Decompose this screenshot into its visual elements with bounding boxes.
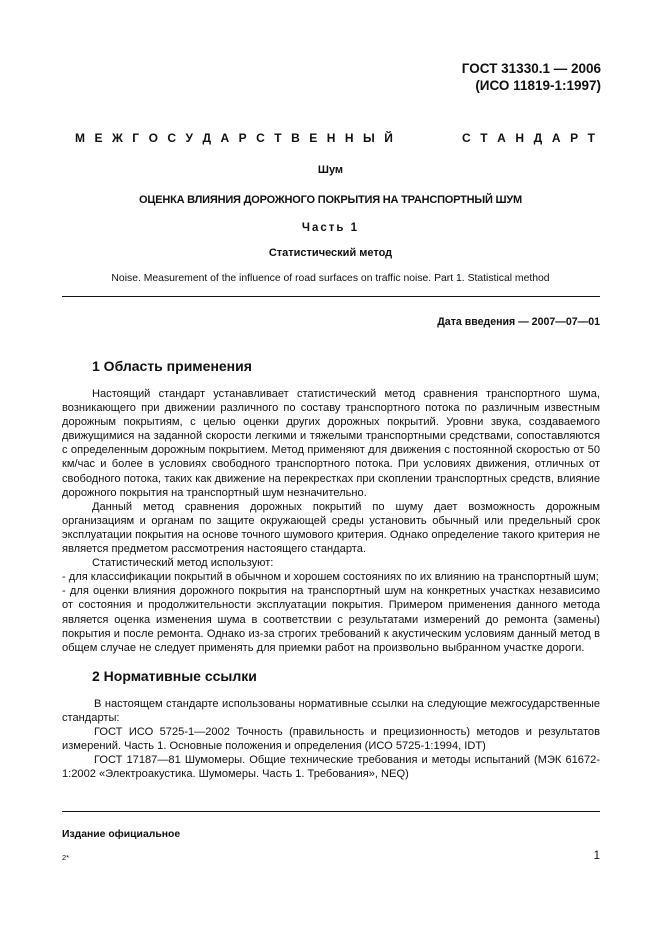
banner-letter: Д <box>202 131 212 145</box>
title-main: ОЦЕНКА ВЛИЯНИЯ ДОРОЖНОГО ПОКРЫТИЯ НА ТРАНСПОРТНЫЙ ШУМ <box>139 194 522 206</box>
section-1-paragraph: - для оценки влияния дорожного покрытия на транспортный шум на конкретных участках независимо от состояния и продолжительности эксплуатации покрытия. Примером применения данного метода является оценка изменения шума в соответствии с результатами измерений до ремонта (замены) покрытия и после ремонта. Однако из-за строгих требований к акустическим условиям данный метод в общем случае не следует применять для приемки работ на произвольно выбранном участке дороги. <box>62 585 600 654</box>
banner-letter: А <box>497 131 506 145</box>
section-1-paragraph: - для классификации покрытий в обычном и хорошем состояниях по их влиянию на транспортный шум; <box>62 571 599 584</box>
official-edition-label: Издание официальное <box>62 829 181 840</box>
banner-letter: Й <box>384 131 393 145</box>
banner-letter: Р <box>570 131 579 145</box>
banner-letter: А <box>551 131 561 145</box>
banner-letter: С <box>256 131 265 145</box>
title-topic: Шум <box>317 164 344 176</box>
banner-letter: Т <box>587 131 595 145</box>
section-1-paragraph: Настоящий стандарт устанавливает статистический метод сравнения транспортного шума, возникающего при движении различного по составу транспортного потока по различным известным дорожным покрытиям, с целью оценки других дорожных покрытий. Уровни звука, создаваемого движущимися на заданной скорости легкими и тяжелыми транспортными средствами, сопоставляются с определенным дорожным покрытием. Метод применяют для движения с постоянной скоростью от 50 км/час и более в условиях свободного транспортного потока. При условиях движения, отличных от свободного потока, таких как движение на перекрестках при скоплении транспортных средств, влияние дорожного покрытия на транспортный шум незначительно. <box>62 388 600 499</box>
banner-letter: Д <box>533 131 543 145</box>
section-2-paragraph: ГОСТ 17187—81 Шумомеры. Общие технические требования и методы испытаний (МЭК 61672-1:2002 «Электроакустика. Шумомеры. Часть 1. Требования», NEQ) <box>62 754 600 781</box>
section-1-body <box>62 387 600 655</box>
banner-letter: Ы <box>362 131 375 145</box>
banner-letter: В <box>291 131 300 145</box>
banner-letter: Р <box>238 131 247 145</box>
banner-letter: Ж <box>111 131 123 145</box>
banner-letter: Н <box>344 131 354 145</box>
document-code-line1: ГОСТ 31330.1 — 2006 <box>461 61 601 76</box>
page-number: 1 <box>593 850 600 862</box>
banner-letter: А <box>220 131 230 145</box>
banner-letter: Г <box>132 131 140 145</box>
title-divider <box>62 296 600 297</box>
section-1-paragraph: Статистический метод используют: <box>92 557 274 570</box>
section-1-heading: 1 Область применения <box>92 358 252 374</box>
banner-letter: У <box>185 131 193 145</box>
standard-word <box>462 131 595 145</box>
banner-letter: Е <box>309 131 318 145</box>
banner-letter: М <box>75 131 85 145</box>
section-2-heading: 2 Нормативные ссылки <box>92 668 257 684</box>
banner-letter: С <box>167 131 177 145</box>
title-english: Noise. Measurement of the influence of road surfaces on traffic noise. Part 1. Statistical method <box>111 273 550 284</box>
section-2-paragraph: В настоящем стандарте использованы нормативные ссылки на следующие межгосударственные стандарты: <box>62 698 600 725</box>
banner-letter: О <box>148 131 158 145</box>
printing-mark: 2* <box>62 853 70 862</box>
document-code <box>462 60 601 94</box>
banner-letter: Е <box>94 131 103 145</box>
banner-letter: Т <box>274 131 282 145</box>
banner-letter: С <box>462 131 471 145</box>
interstate-standard-banner <box>75 131 595 145</box>
introduction-date: Дата введения — 2007—07—01 <box>437 316 600 328</box>
title-subtitle: Статистический метод <box>268 247 393 259</box>
banner-letter: Н <box>515 131 525 145</box>
title-part: Часть 1 <box>301 222 360 234</box>
banner-letter: Т <box>480 131 488 145</box>
section-2-body <box>62 697 600 782</box>
section-1-paragraph: Данный метод сравнения дорожных покрытий по шуму дает возможность дорожным организациям и органам по защите окружающей среды установить обычный или предельный срок эксплуатации покрытия на основе точного шумового критерия. Однако определение такого критерия не является предметом рассмотрения настоящего стандарта. <box>62 500 600 556</box>
document-code-line2: (ИСО 11819-1:1997) <box>475 78 601 93</box>
interstate-word <box>75 131 393 145</box>
section-2-paragraph: ГОСТ ИСО 5725-1—2002 Точность (правильность и прецизионность) методов и результатов измерений. Часть 1. Основные положения и определения (ИСО 5725-1:1994, IDT) <box>62 726 600 753</box>
footer-divider <box>62 811 600 812</box>
banner-letter: Н <box>326 131 336 145</box>
